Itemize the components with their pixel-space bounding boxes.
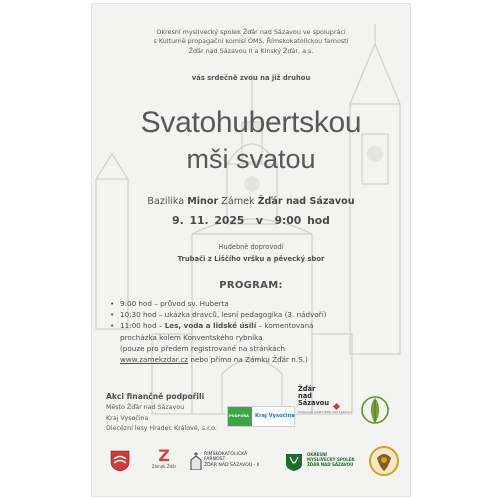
website-link[interactable]: www.zamekzdar.cz [120,355,189,365]
intro-line: Okresní myslivecký spolek Žďár nad Sázavou ve spolupráci [156,28,346,36]
music-performers: Trubači z Liščího vršku a pěvecký sbor [177,255,325,263]
intro-line: s Kulturně propagační komisí OMS, Římskokatolickou farností [153,37,349,46]
farnost-line: FARNOST [204,457,226,463]
venue-line [92,196,410,207]
oms-line: MYSLIVECKÝ SPOLEK [307,457,355,463]
music-intro: Hudebně doprovodí [218,243,284,251]
poster [92,4,410,496]
church-icon [190,452,202,470]
program-item [110,320,406,331]
farnost-logo [190,450,280,476]
program-item-continuation [110,354,406,365]
zdar-logo-text: Žďár nad Sázavou [298,385,330,407]
program-item: • 9:00 hod – průvod sv. Huberta [110,298,406,309]
zamek-zdar-logo [146,448,182,476]
vysocina-brand-label: Kraj Vysočina [255,413,295,419]
program-item-time: 11:00 hod – [120,321,165,331]
vysocina-small-label: PODPORA [229,414,249,418]
sponsors-heading: Akci finančně podpořili [106,392,205,401]
farnost-line: ŽĎÁR NAD SÁZAVOU - II [204,462,260,468]
venue-place: Žďár nad Sázavou [257,196,355,207]
program-item-continuation: (pouze pro předem registrované na stránkách [120,343,286,353]
program-list [110,298,406,365]
hunting-emblem-icon [368,444,400,478]
kraj-vysocina-logo [227,406,295,427]
sponsor-item: Diecézní lesy Hradec Králové, s.r.o. [106,425,217,433]
program-item-rest: – komentovaná [258,321,314,331]
intro-text [92,28,410,56]
sponsors-block [106,392,217,435]
zamek-z-icon: Z [158,446,170,465]
program-item: • 10:30 hod – ukázka dravců, lesní pedagogika (3. nádvoří) [110,309,406,320]
city-crest-icon [110,450,130,472]
sponsor-item: Město Žďár nad Sázavou [106,404,185,412]
zdar-nad-sazavou-logo [298,386,350,426]
program-item-continuation: procházka kolem Konventského rybníka [120,332,263,342]
title-line-1: Svatohubertskou [140,106,362,139]
oms-line: ŽĎÁR NAD SÁZAVOU [307,462,354,468]
zdar-tagline: Podporuje město Žďár nad Sázavou [298,410,352,414]
venue-prefix: Bazilika [147,196,188,207]
oms-line: OKRESNÍ [307,452,328,457]
program-heading: PROGRAM: [219,280,283,291]
program-item-title: Les, voda a lidské úsilí [164,321,257,331]
zamek-label: Zámek Žďár [151,464,177,469]
deer-icon [284,452,304,472]
sponsor-item: Kraj Vysočina [106,414,149,422]
oak-leaf-emblem [360,394,390,428]
venue-minor: Minor [187,196,219,207]
invitation-line: vás srdečně zvou na již druhou [191,74,311,82]
oms-logo [284,450,362,476]
program-item-tail: nebo přímo na Zámku Žďár n.S.) [188,355,308,365]
intro-line: Žďár nad Sázavou II a Kinský Žďár, a.s. [188,46,314,55]
farnost-line: ŘÍMSKOKATOLICKÁ [204,452,248,457]
title-line-2: mši svatou [186,144,316,174]
venue-middle: Zámek [218,196,258,207]
date-time: 9. 11. 2025 v 9:00 hod [172,214,330,227]
